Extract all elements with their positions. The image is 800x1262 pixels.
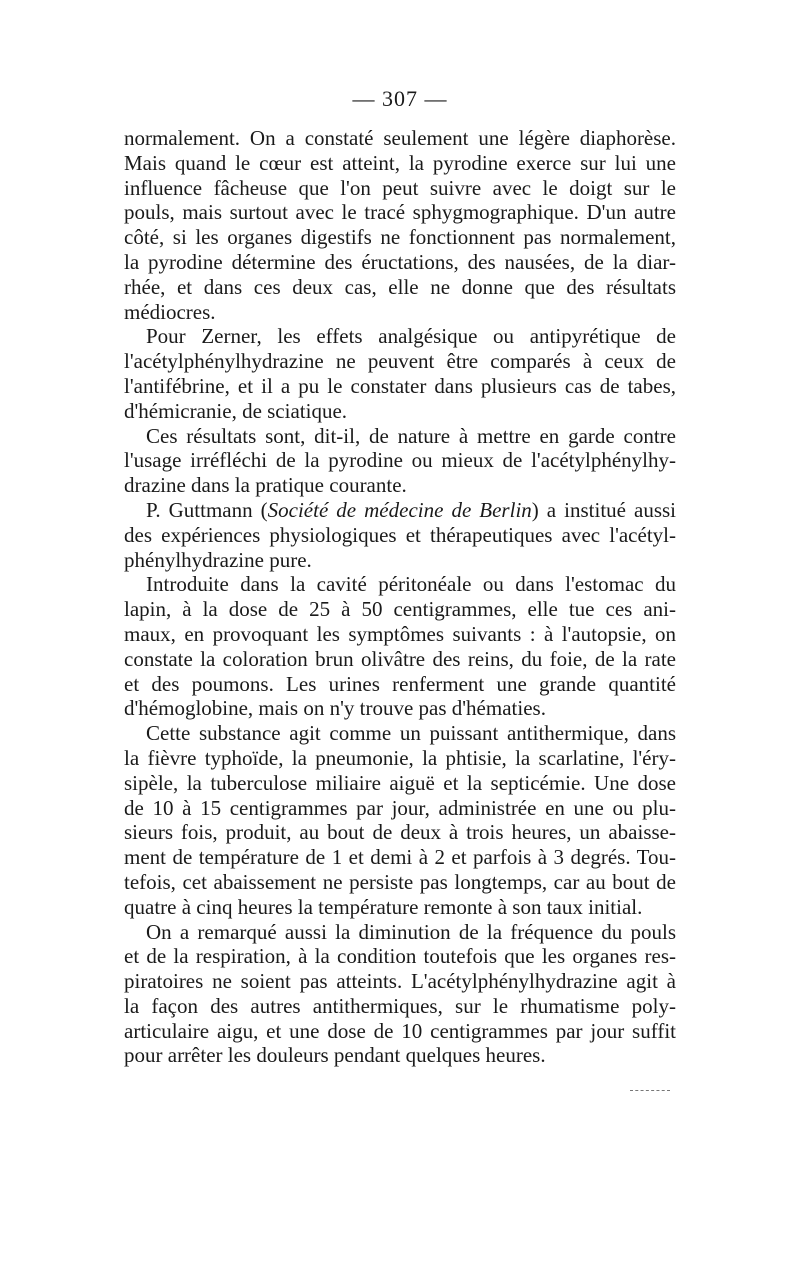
text-line: Ces résultats sont, dit-il, de nature à mettre en garde contre	[146, 423, 676, 448]
text-line: P. Guttmann (Société de médecine de Berlin) a institué aussi	[146, 497, 676, 522]
text-line: d'hémoglobine, mais on n'y trouve pas d'hématies.	[124, 696, 546, 721]
decorative-dash	[630, 1090, 670, 1091]
text-line: la fièvre typhoïde, la pneumonie, la phtisie, la scarlatine, l'éry-	[124, 745, 676, 770]
text-line: l'antifébrine, et il a pu le constater dans plusieurs cas de tabes,	[124, 373, 676, 398]
text-line: côté, si les organes digestifs ne fonctionnent pas normalement,	[124, 225, 676, 250]
text-line: sieurs fois, produit, au bout de deux à trois heures, un abaisse-	[124, 820, 676, 845]
text-line: de 10 à 15 centigrammes par jour, administrée en une ou plu-	[124, 795, 676, 820]
text-line: articulaire aigu, et une dose de 10 centigrammes par jour suffit	[124, 1018, 676, 1043]
text-line: pouls, mais surtout avec le tracé sphygmographique. D'un autre	[124, 200, 676, 225]
text-line: d'hémicranie, de sciatique.	[124, 398, 348, 423]
body-text	[124, 126, 676, 1068]
text-line: et des poumons. Les urines renferment une grande quantité	[124, 671, 676, 696]
text-line: et de la respiration, à la condition toutefois que les organes res-	[124, 944, 676, 969]
text-line: quatre à cinq heures la température remonte à son taux initial.	[124, 894, 643, 919]
text-line: drazine dans la pratique courante.	[124, 473, 407, 498]
text-line: pour arrêter les douleurs pendant quelques heures.	[124, 1043, 546, 1068]
text-line: rhée, et dans ces deux cas, elle ne donne que des résultats	[124, 274, 676, 299]
text-line: lapin, à la dose de 25 à 50 centigrammes, elle tue ces ani-	[124, 597, 676, 622]
italic-reference: Société de médecine de Berlin	[267, 497, 532, 522]
text-line: Cette substance agit comme un puissant antithermique, dans	[146, 721, 676, 746]
text-line: Pour Zerner, les effets analgésique ou antipyrétique de	[146, 324, 676, 349]
text-line: piratoires ne soient pas atteints. L'acétylphénylhydrazine agit à	[124, 969, 676, 994]
text-line: constate la coloration brun olivâtre des reins, du foie, de la rate	[124, 646, 676, 671]
text-line: On a remarqué aussi la diminution de la fréquence du pouls	[146, 919, 676, 944]
text-line: Mais quand le cœur est atteint, la pyrodine exerce sur lui une	[124, 150, 676, 175]
text-line: Introduite dans la cavité péritonéale ou dans l'estomac du	[146, 572, 676, 597]
text-line: maux, en provoquant les symptômes suivants : à l'autopsie, on	[124, 621, 676, 646]
text-line: l'acétylphénylhydrazine ne peuvent être comparés à ceux de	[124, 349, 676, 374]
text-line: influence fâcheuse que l'on peut suivre avec le doigt sur le	[124, 175, 676, 200]
text-line: sipèle, la tuberculose miliaire aiguë et la septicémie. Une dose	[124, 770, 676, 795]
text-line: la pyrodine détermine des éructations, des nausées, de la diar-	[124, 249, 676, 274]
text-line: phénylhydrazine pure.	[124, 547, 312, 572]
text-line: des expériences physiologiques et thérapeutiques avec l'acétyl-	[124, 522, 676, 547]
text-line: médiocres.	[124, 299, 216, 324]
text-line: tefois, cet abaissement ne persiste pas longtemps, car au bout de	[124, 869, 676, 894]
text-line: normalement. On a constaté seulement une légère diaphorèse.	[124, 126, 676, 150]
text-line: la façon des autres antithermiques, sur le rhumatisme poly-	[124, 993, 676, 1018]
text-line: l'usage irréfléchi de la pyrodine ou mieux de l'acétylphénylhy-	[124, 448, 676, 473]
text-line: ment de température de 1 et demi à 2 et parfois à 3 degrés. Tou-	[124, 845, 676, 870]
page-number: — 307 —	[352, 86, 448, 111]
